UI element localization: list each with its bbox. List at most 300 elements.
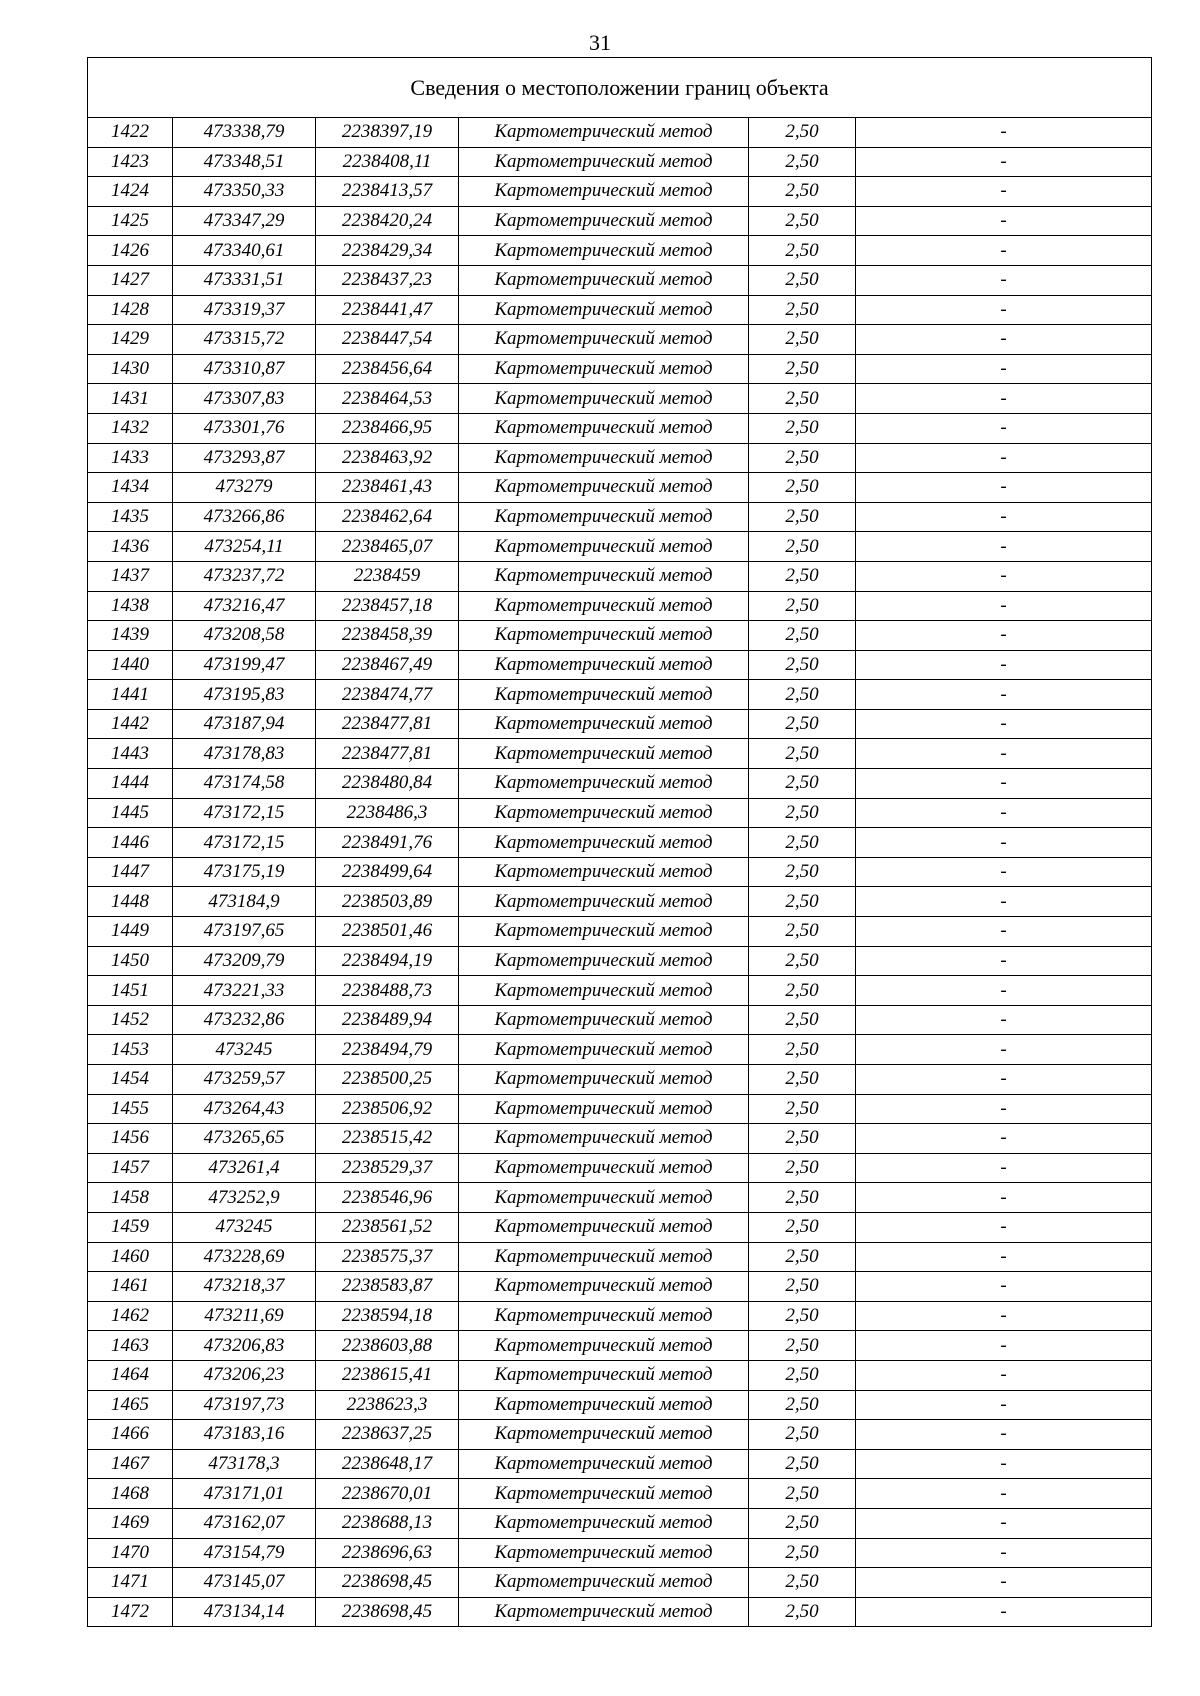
coord-x-cell: 473172,15	[173, 798, 316, 828]
description-cell: -	[856, 532, 1152, 562]
method-cell: Картометрический метод	[459, 650, 749, 680]
coord-y-cell: 2238583,87	[316, 1272, 459, 1302]
accuracy-cell: 2,50	[749, 325, 856, 355]
coord-y-cell: 2238670,01	[316, 1479, 459, 1509]
coord-y-cell: 2238515,42	[316, 1124, 459, 1154]
description-cell: -	[856, 917, 1152, 947]
method-cell: Картометрический метод	[459, 1331, 749, 1361]
point-number-cell: 1446	[88, 828, 173, 858]
accuracy-cell: 2,50	[749, 177, 856, 207]
table-row	[88, 769, 1152, 799]
table-row	[88, 295, 1152, 325]
method-cell: Картометрический метод	[459, 1301, 749, 1331]
point-number-cell: 1432	[88, 413, 173, 443]
point-number-cell: 1449	[88, 917, 173, 947]
method-cell: Картометрический метод	[459, 443, 749, 473]
table-row	[88, 1508, 1152, 1538]
table-row	[88, 1331, 1152, 1361]
coord-y-cell: 2238464,53	[316, 384, 459, 414]
coord-x-cell: 473301,76	[173, 413, 316, 443]
description-cell: -	[856, 621, 1152, 651]
coord-y-cell: 2238615,41	[316, 1360, 459, 1390]
coord-y-cell: 2238499,64	[316, 857, 459, 887]
accuracy-cell: 2,50	[749, 739, 856, 769]
table-row	[88, 473, 1152, 503]
description-cell: -	[856, 1065, 1152, 1095]
accuracy-cell: 2,50	[749, 443, 856, 473]
description-cell: -	[856, 413, 1152, 443]
point-number-cell: 1440	[88, 650, 173, 680]
table-row	[88, 976, 1152, 1006]
description-cell: -	[856, 857, 1152, 887]
method-cell: Картометрический метод	[459, 1360, 749, 1390]
accuracy-cell: 2,50	[749, 1479, 856, 1509]
point-number-cell: 1469	[88, 1508, 173, 1538]
method-cell: Картометрический метод	[459, 502, 749, 532]
description-cell: -	[856, 1538, 1152, 1568]
description-cell: -	[856, 354, 1152, 384]
table-row	[88, 1272, 1152, 1302]
coord-y-cell: 2238437,23	[316, 265, 459, 295]
table-row	[88, 739, 1152, 769]
accuracy-cell: 2,50	[749, 1420, 856, 1450]
coord-x-cell: 473254,11	[173, 532, 316, 562]
accuracy-cell: 2,50	[749, 917, 856, 947]
table-row	[88, 147, 1152, 177]
coord-x-cell: 473145,07	[173, 1568, 316, 1598]
point-number-cell: 1472	[88, 1597, 173, 1627]
accuracy-cell: 2,50	[749, 1035, 856, 1065]
coord-y-cell: 2238688,13	[316, 1508, 459, 1538]
point-number-cell: 1447	[88, 857, 173, 887]
coord-x-cell: 473197,65	[173, 917, 316, 947]
coord-x-cell: 473221,33	[173, 976, 316, 1006]
table-row	[88, 1301, 1152, 1331]
coord-y-cell: 2238461,43	[316, 473, 459, 503]
method-cell: Картометрический метод	[459, 857, 749, 887]
accuracy-cell: 2,50	[749, 1005, 856, 1035]
table-title: Сведения о местоположении границ объекта	[88, 58, 1152, 118]
description-cell: -	[856, 443, 1152, 473]
method-cell: Картометрический метод	[459, 118, 749, 148]
coord-x-cell: 473175,19	[173, 857, 316, 887]
table-row	[88, 206, 1152, 236]
table-row	[88, 709, 1152, 739]
coord-x-cell: 473197,73	[173, 1390, 316, 1420]
method-cell: Картометрический метод	[459, 1597, 749, 1627]
accuracy-cell: 2,50	[749, 1360, 856, 1390]
point-number-cell: 1426	[88, 236, 173, 266]
point-number-cell: 1441	[88, 680, 173, 710]
description-cell: -	[856, 709, 1152, 739]
coord-y-cell: 2238489,94	[316, 1005, 459, 1035]
accuracy-cell: 2,50	[749, 650, 856, 680]
table-row	[88, 917, 1152, 947]
method-cell: Картометрический метод	[459, 1568, 749, 1598]
description-cell: -	[856, 591, 1152, 621]
coord-y-cell: 2238494,19	[316, 946, 459, 976]
coord-y-cell: 2238474,77	[316, 680, 459, 710]
method-cell: Картометрический метод	[459, 1272, 749, 1302]
accuracy-cell: 2,50	[749, 946, 856, 976]
accuracy-cell: 2,50	[749, 236, 856, 266]
coord-y-cell: 2238698,45	[316, 1597, 459, 1627]
coord-y-cell: 2238466,95	[316, 413, 459, 443]
point-number-cell: 1455	[88, 1094, 173, 1124]
coord-y-cell: 2238494,79	[316, 1035, 459, 1065]
accuracy-cell: 2,50	[749, 1183, 856, 1213]
coord-y-cell: 2238447,54	[316, 325, 459, 355]
method-cell: Картометрический метод	[459, 976, 749, 1006]
method-cell: Картометрический метод	[459, 295, 749, 325]
table-row	[88, 265, 1152, 295]
point-number-cell: 1460	[88, 1242, 173, 1272]
coord-x-cell: 473171,01	[173, 1479, 316, 1509]
coord-x-cell: 473178,3	[173, 1449, 316, 1479]
coord-y-cell: 2238441,47	[316, 295, 459, 325]
coord-x-cell: 473264,43	[173, 1094, 316, 1124]
accuracy-cell: 2,50	[749, 1508, 856, 1538]
table-row	[88, 680, 1152, 710]
description-cell: -	[856, 946, 1152, 976]
table-row	[88, 177, 1152, 207]
accuracy-cell: 2,50	[749, 591, 856, 621]
table-row	[88, 591, 1152, 621]
method-cell: Картометрический метод	[459, 1449, 749, 1479]
accuracy-cell: 2,50	[749, 680, 856, 710]
coord-x-cell: 473265,65	[173, 1124, 316, 1154]
point-number-cell: 1462	[88, 1301, 173, 1331]
coord-x-cell: 473315,72	[173, 325, 316, 355]
accuracy-cell: 2,50	[749, 206, 856, 236]
point-number-cell: 1429	[88, 325, 173, 355]
table-row	[88, 1568, 1152, 1598]
table-row	[88, 1153, 1152, 1183]
accuracy-cell: 2,50	[749, 1390, 856, 1420]
coord-y-cell: 2238698,45	[316, 1568, 459, 1598]
coord-x-cell: 473218,37	[173, 1272, 316, 1302]
coord-x-cell: 473206,23	[173, 1360, 316, 1390]
point-number-cell: 1467	[88, 1449, 173, 1479]
method-cell: Картометрический метод	[459, 709, 749, 739]
table-row	[88, 1094, 1152, 1124]
point-number-cell: 1458	[88, 1183, 173, 1213]
accuracy-cell: 2,50	[749, 798, 856, 828]
coord-x-cell: 473293,87	[173, 443, 316, 473]
table-row	[88, 118, 1152, 148]
description-cell: -	[856, 798, 1152, 828]
table-row	[88, 325, 1152, 355]
method-cell: Картометрический метод	[459, 1124, 749, 1154]
coord-y-cell: 2238603,88	[316, 1331, 459, 1361]
point-number-cell: 1438	[88, 591, 173, 621]
accuracy-cell: 2,50	[749, 532, 856, 562]
table-header-row	[88, 58, 1152, 118]
coord-x-cell: 473199,47	[173, 650, 316, 680]
table-row	[88, 561, 1152, 591]
point-number-cell: 1450	[88, 946, 173, 976]
coord-x-cell: 473183,16	[173, 1420, 316, 1450]
coord-y-cell: 2238506,92	[316, 1094, 459, 1124]
method-cell: Картометрический метод	[459, 561, 749, 591]
accuracy-cell: 2,50	[749, 1597, 856, 1627]
accuracy-cell: 2,50	[749, 473, 856, 503]
method-cell: Картометрический метод	[459, 1508, 749, 1538]
method-cell: Картометрический метод	[459, 798, 749, 828]
accuracy-cell: 2,50	[749, 561, 856, 591]
point-number-cell: 1422	[88, 118, 173, 148]
point-number-cell: 1463	[88, 1331, 173, 1361]
point-number-cell: 1448	[88, 887, 173, 917]
coord-y-cell: 2238488,73	[316, 976, 459, 1006]
point-number-cell: 1423	[88, 147, 173, 177]
coord-x-cell: 473259,57	[173, 1065, 316, 1095]
accuracy-cell: 2,50	[749, 295, 856, 325]
point-number-cell: 1445	[88, 798, 173, 828]
table-row	[88, 1479, 1152, 1509]
point-number-cell: 1425	[88, 206, 173, 236]
accuracy-cell: 2,50	[749, 1065, 856, 1095]
coord-y-cell: 2238467,49	[316, 650, 459, 680]
description-cell: -	[856, 1183, 1152, 1213]
accuracy-cell: 2,50	[749, 1538, 856, 1568]
description-cell: -	[856, 295, 1152, 325]
table-row	[88, 650, 1152, 680]
coord-x-cell: 473178,83	[173, 739, 316, 769]
coord-x-cell: 473310,87	[173, 354, 316, 384]
description-cell: -	[856, 1597, 1152, 1627]
method-cell: Картометрический метод	[459, 384, 749, 414]
coord-x-cell: 473211,69	[173, 1301, 316, 1331]
description-cell: -	[856, 1568, 1152, 1598]
description-cell: -	[856, 739, 1152, 769]
boundary-coordinates-table	[87, 57, 1152, 1627]
coord-y-cell: 2238637,25	[316, 1420, 459, 1450]
coord-x-cell: 473232,86	[173, 1005, 316, 1035]
accuracy-cell: 2,50	[749, 502, 856, 532]
description-cell: -	[856, 1479, 1152, 1509]
table-row	[88, 1390, 1152, 1420]
accuracy-cell: 2,50	[749, 887, 856, 917]
table-row	[88, 1065, 1152, 1095]
description-cell: -	[856, 236, 1152, 266]
coord-x-cell: 473348,51	[173, 147, 316, 177]
point-number-cell: 1468	[88, 1479, 173, 1509]
coord-x-cell: 473261,4	[173, 1153, 316, 1183]
description-cell: -	[856, 265, 1152, 295]
table-row	[88, 857, 1152, 887]
method-cell: Картометрический метод	[459, 532, 749, 562]
coord-y-cell: 2238397,19	[316, 118, 459, 148]
description-cell: -	[856, 1212, 1152, 1242]
accuracy-cell: 2,50	[749, 769, 856, 799]
point-number-cell: 1451	[88, 976, 173, 1006]
coord-y-cell: 2238501,46	[316, 917, 459, 947]
accuracy-cell: 2,50	[749, 1124, 856, 1154]
coord-x-cell: 473307,83	[173, 384, 316, 414]
table-row	[88, 1183, 1152, 1213]
point-number-cell: 1433	[88, 443, 173, 473]
method-cell: Картометрический метод	[459, 739, 749, 769]
method-cell: Картометрический метод	[459, 769, 749, 799]
coord-x-cell: 473228,69	[173, 1242, 316, 1272]
coord-y-cell: 2238458,39	[316, 621, 459, 651]
description-cell: -	[856, 1094, 1152, 1124]
table-row	[88, 384, 1152, 414]
coord-x-cell: 473209,79	[173, 946, 316, 976]
accuracy-cell: 2,50	[749, 828, 856, 858]
method-cell: Картометрический метод	[459, 591, 749, 621]
point-number-cell: 1452	[88, 1005, 173, 1035]
accuracy-cell: 2,50	[749, 1568, 856, 1598]
method-cell: Картометрический метод	[459, 177, 749, 207]
method-cell: Картометрический метод	[459, 680, 749, 710]
table-row	[88, 1449, 1152, 1479]
accuracy-cell: 2,50	[749, 709, 856, 739]
table-row	[88, 354, 1152, 384]
coord-x-cell: 473134,14	[173, 1597, 316, 1627]
point-number-cell: 1459	[88, 1212, 173, 1242]
point-number-cell: 1427	[88, 265, 173, 295]
accuracy-cell: 2,50	[749, 354, 856, 384]
accuracy-cell: 2,50	[749, 384, 856, 414]
coord-y-cell: 2238491,76	[316, 828, 459, 858]
table-row	[88, 1035, 1152, 1065]
coord-y-cell: 2238408,11	[316, 147, 459, 177]
method-cell: Картометрический метод	[459, 236, 749, 266]
method-cell: Картометрический метод	[459, 917, 749, 947]
description-cell: -	[856, 828, 1152, 858]
coord-y-cell: 2238457,18	[316, 591, 459, 621]
coord-x-cell: 473184,9	[173, 887, 316, 917]
method-cell: Картометрический метод	[459, 1035, 749, 1065]
description-cell: -	[856, 177, 1152, 207]
accuracy-cell: 2,50	[749, 976, 856, 1006]
coord-y-cell: 2238465,07	[316, 532, 459, 562]
accuracy-cell: 2,50	[749, 118, 856, 148]
description-cell: -	[856, 1035, 1152, 1065]
coord-y-cell: 2238463,92	[316, 443, 459, 473]
coord-y-cell: 2238477,81	[316, 709, 459, 739]
coord-x-cell: 473252,9	[173, 1183, 316, 1213]
coord-y-cell: 2238561,52	[316, 1212, 459, 1242]
description-cell: -	[856, 680, 1152, 710]
description-cell: -	[856, 147, 1152, 177]
coord-y-cell: 2238623,3	[316, 1390, 459, 1420]
description-cell: -	[856, 1301, 1152, 1331]
description-cell: -	[856, 650, 1152, 680]
point-number-cell: 1465	[88, 1390, 173, 1420]
coord-y-cell: 2238413,57	[316, 177, 459, 207]
point-number-cell: 1437	[88, 561, 173, 591]
table-row	[88, 443, 1152, 473]
table-row	[88, 502, 1152, 532]
coord-y-cell: 2238500,25	[316, 1065, 459, 1095]
description-cell: -	[856, 1242, 1152, 1272]
description-cell: -	[856, 118, 1152, 148]
table-row	[88, 1360, 1152, 1390]
point-number-cell: 1444	[88, 769, 173, 799]
coord-x-cell: 473162,07	[173, 1508, 316, 1538]
point-number-cell: 1464	[88, 1360, 173, 1390]
accuracy-cell: 2,50	[749, 1331, 856, 1361]
method-cell: Картометрический метод	[459, 1479, 749, 1509]
coord-x-cell: 473245	[173, 1212, 316, 1242]
accuracy-cell: 2,50	[749, 1212, 856, 1242]
description-cell: -	[856, 976, 1152, 1006]
accuracy-cell: 2,50	[749, 413, 856, 443]
coord-y-cell: 2238462,64	[316, 502, 459, 532]
method-cell: Картометрический метод	[459, 621, 749, 651]
point-number-cell: 1443	[88, 739, 173, 769]
point-number-cell: 1424	[88, 177, 173, 207]
table-row	[88, 1124, 1152, 1154]
table-row	[88, 828, 1152, 858]
description-cell: -	[856, 384, 1152, 414]
coord-y-cell: 2238477,81	[316, 739, 459, 769]
method-cell: Картометрический метод	[459, 1242, 749, 1272]
method-cell: Картометрический метод	[459, 147, 749, 177]
coord-x-cell: 473319,37	[173, 295, 316, 325]
accuracy-cell: 2,50	[749, 1272, 856, 1302]
point-number-cell: 1454	[88, 1065, 173, 1095]
method-cell: Картометрический метод	[459, 1094, 749, 1124]
coord-x-cell: 473338,79	[173, 118, 316, 148]
point-number-cell: 1457	[88, 1153, 173, 1183]
method-cell: Картометрический метод	[459, 828, 749, 858]
coord-y-cell: 2238594,18	[316, 1301, 459, 1331]
description-cell: -	[856, 769, 1152, 799]
accuracy-cell: 2,50	[749, 265, 856, 295]
coord-y-cell: 2238546,96	[316, 1183, 459, 1213]
table-body	[88, 58, 1152, 1627]
coord-x-cell: 473206,83	[173, 1331, 316, 1361]
point-number-cell: 1439	[88, 621, 173, 651]
table-row	[88, 532, 1152, 562]
method-cell: Картометрический метод	[459, 1065, 749, 1095]
method-cell: Картометрический метод	[459, 1538, 749, 1568]
coord-x-cell: 473245	[173, 1035, 316, 1065]
method-cell: Картометрический метод	[459, 1153, 749, 1183]
description-cell: -	[856, 206, 1152, 236]
table-row	[88, 1597, 1152, 1627]
description-cell: -	[856, 1360, 1152, 1390]
method-cell: Картометрический метод	[459, 473, 749, 503]
method-cell: Картометрический метод	[459, 1183, 749, 1213]
table-row	[88, 413, 1152, 443]
table-row	[88, 1005, 1152, 1035]
point-number-cell: 1466	[88, 1420, 173, 1450]
coord-y-cell: 2238648,17	[316, 1449, 459, 1479]
accuracy-cell: 2,50	[749, 147, 856, 177]
coord-y-cell: 2238503,89	[316, 887, 459, 917]
description-cell: -	[856, 1272, 1152, 1302]
accuracy-cell: 2,50	[749, 857, 856, 887]
point-number-cell: 1470	[88, 1538, 173, 1568]
table-row	[88, 946, 1152, 976]
coord-x-cell: 473331,51	[173, 265, 316, 295]
table-row	[88, 621, 1152, 651]
table-row	[88, 1212, 1152, 1242]
table-row	[88, 1242, 1152, 1272]
point-number-cell: 1434	[88, 473, 173, 503]
point-number-cell: 1431	[88, 384, 173, 414]
coord-x-cell: 473208,58	[173, 621, 316, 651]
table-row	[88, 887, 1152, 917]
table-row	[88, 236, 1152, 266]
point-number-cell: 1471	[88, 1568, 173, 1598]
table-row	[88, 1420, 1152, 1450]
